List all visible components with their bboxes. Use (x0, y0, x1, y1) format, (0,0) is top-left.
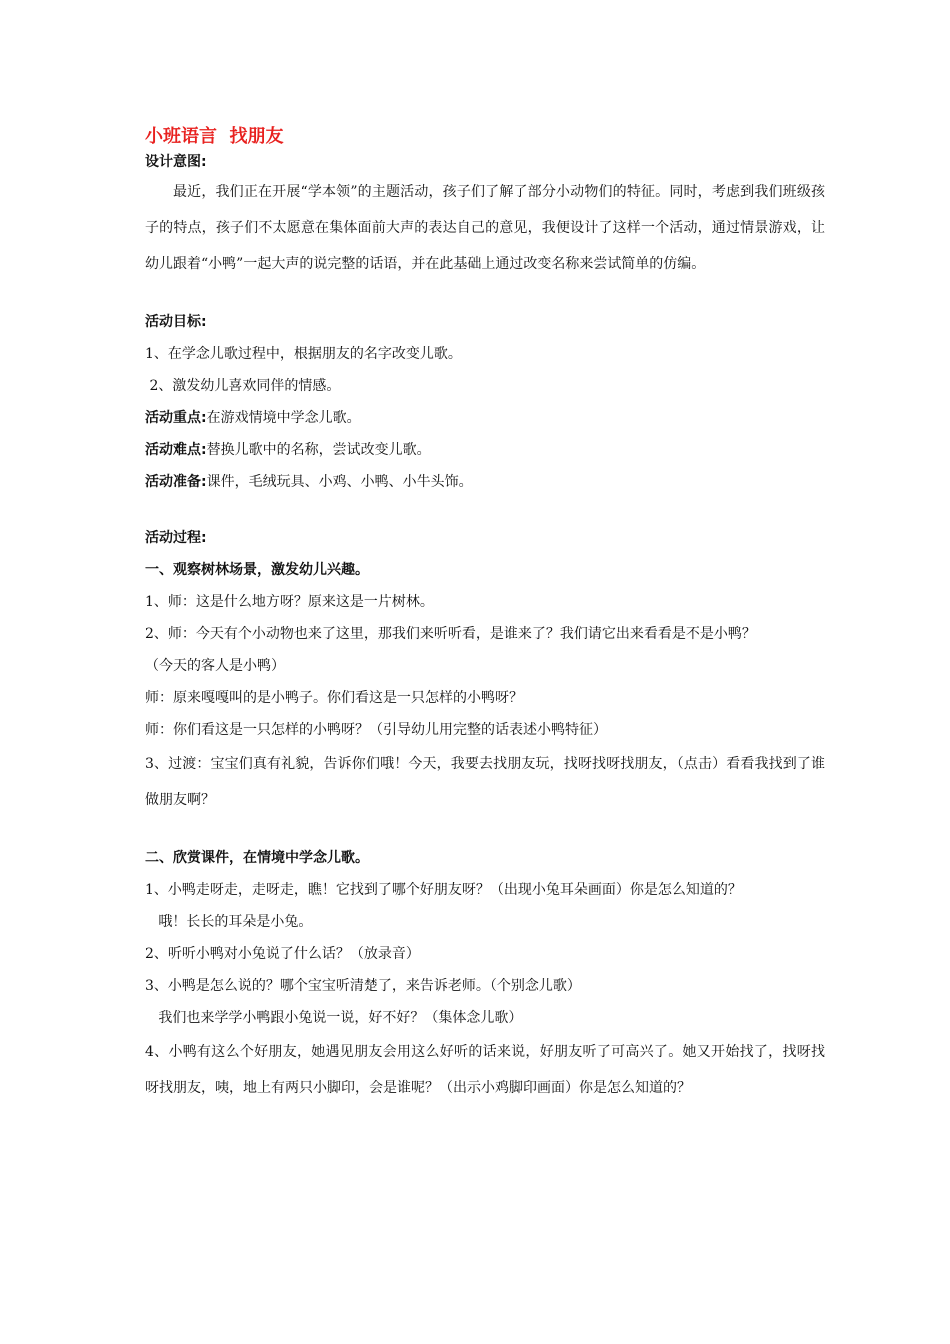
spacer (145, 818, 825, 842)
design-intent-heading: 设计意图: (145, 154, 207, 170)
spacer (145, 282, 825, 306)
preparation-label: 活动准备: (145, 474, 207, 490)
goal-item: 2、激发幼儿喜欢同伴的情感。 (145, 378, 341, 394)
process-line: 哦！长长的耳朵是小兔。 (145, 914, 313, 930)
process-line: 2、师：今天有个小动物也来了这里，那我们来听听看，是谁来了？我们请它出来看看是不是小鸭？ (145, 626, 756, 642)
difficulty-label: 活动难点: (145, 442, 207, 458)
design-intent-paragraph: 最近，我们正在开展“学本领”的主题活动，孩子们了解了部分小动物们的特征。同时，考虑到我们班级孩子的特点，孩子们不太愿意在集体面前大声的表达自己的意见，我便设计了这样一个活动，通过情景游戏，让幼儿跟着“小鸭”一起大声的说完整的话语，并在此基础上通过改变名称来尝试简单的仿编。 (145, 184, 825, 272)
difficulty-text: 替换儿歌中的名称，尝试改变儿歌。 (206, 442, 431, 458)
transition-paragraph: 3、过渡：宝宝们真有礼貌，告诉你们哦！今天，我要去找朋友玩，找呀找呀找朋友，（点击）看看我找到了谁做朋友啊？ (145, 756, 825, 808)
process-line: 1、小鸭走呀走，走呀走，瞧！它找到了哪个好朋友呀？（出现小兔耳朵画面）你是怎么知道的？ (145, 882, 742, 898)
process-line: 我们也来学学小鸭跟小兔说一说，好不好？（集体念儿歌） (145, 1010, 523, 1026)
difficulty-line (145, 434, 825, 466)
section1-heading: 一、观察树林场景，激发幼儿兴趣。 (145, 562, 369, 578)
goals-heading: 活动目标: (145, 314, 207, 330)
item4-paragraph: 4、小鸭有这么个好朋友，她遇见朋友会用这么好听的话来说，好朋友听了可高兴了。她又开始找了，找呀找呀找朋友，咦，地上有两只小脚印，会是谁呢？（出示小鸡脚印画面）你是怎么知道的？ (145, 1044, 825, 1096)
spacer (145, 498, 825, 522)
document-body (145, 124, 825, 1106)
key-point-text: 在游戏情境中学念儿歌。 (206, 410, 361, 426)
process-line: 师：你们看这是一只怎样的小鸭呀？（引导幼儿用完整的话表述小鸭特征） (145, 722, 607, 738)
section2-heading: 二、欣赏课件，在情境中学念儿歌。 (145, 850, 369, 866)
key-point-label: 活动重点: (145, 410, 207, 426)
process-line: 3、小鸭是怎么说的？哪个宝宝听清楚了，来告诉老师。（个别念儿歌） (145, 978, 581, 994)
preparation-line (145, 466, 825, 498)
process-heading: 活动过程: (145, 530, 207, 546)
document-title: 小班语言 找朋友 (145, 126, 284, 147)
goal-item: 1、在学念儿歌过程中，根据朋友的名字改变儿歌。 (145, 346, 462, 362)
process-line: 1、师：这是什么地方呀？原来这是一片树林。 (145, 594, 434, 610)
process-line: 师：原来嘎嘎叫的是小鸭子。你们看这是一只怎样的小鸭呀？ (145, 690, 523, 706)
process-line: （今天的客人是小鸭） (145, 658, 285, 674)
preparation-text: 课件，毛绒玩具、小鸡、小鸭、小牛头饰。 (206, 474, 473, 490)
key-point-line (145, 402, 825, 434)
process-line: 2、听听小鸭对小兔说了什么话？（放录音） (145, 946, 420, 962)
